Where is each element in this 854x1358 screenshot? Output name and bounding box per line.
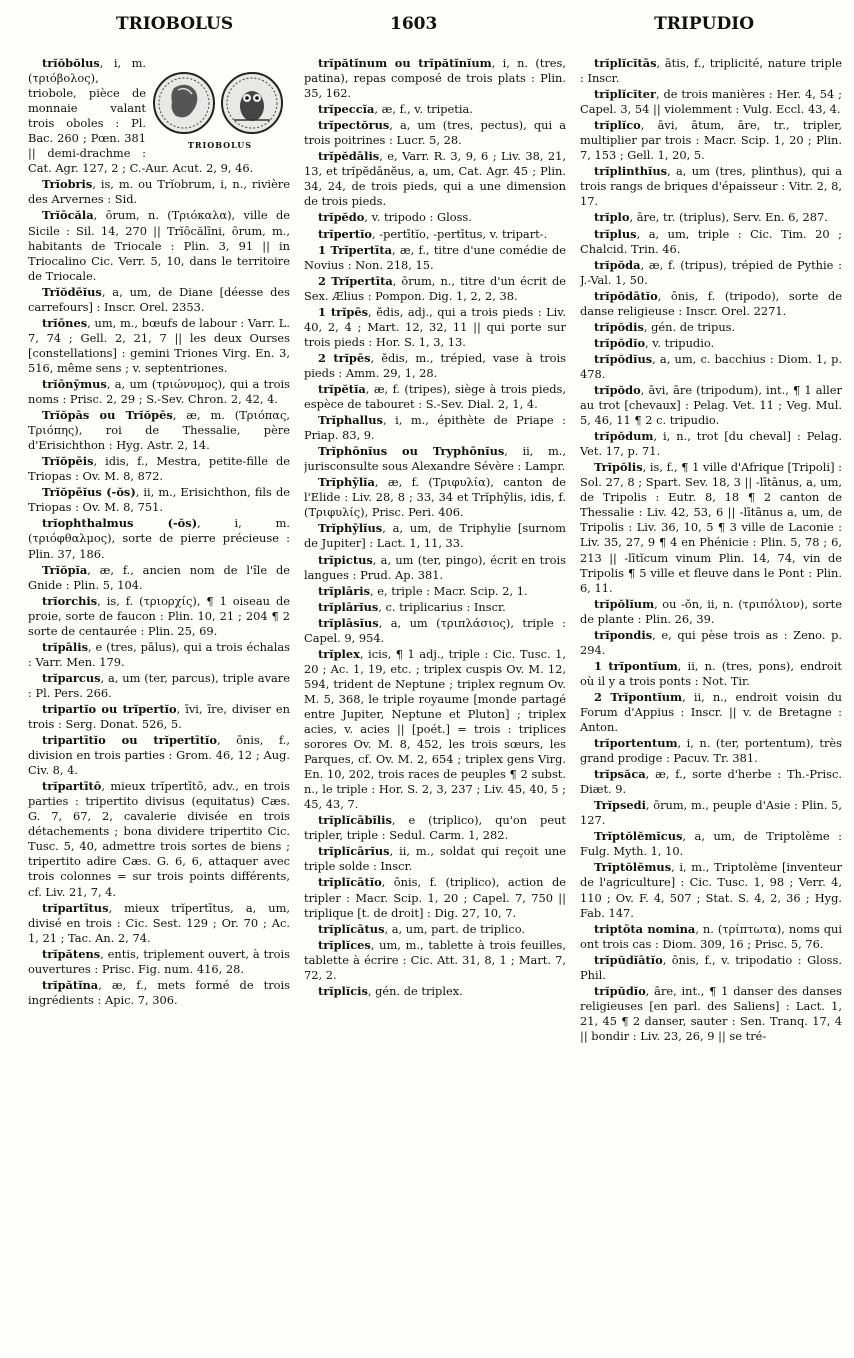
dictionary-entry: Trĭŏpĭa, æ, f., ancien nom de l'île de Gnide : Plin. 5, 104.	[28, 562, 290, 592]
dictionary-entry: trĭpĕdo, v. tripodo : Gloss.	[318, 210, 472, 225]
dictionary-entry: trĭpŏdum, i, n., trot [du cheval] : Pelag. Vet. 17, p. 71.	[580, 429, 842, 459]
dictionary-entry: trĭōnȳmus, a, um (τριώνυμος), qui a trois noms : Prisc. 2, 29 ; S.-Sev. Chron. 2, 42, 4.	[28, 376, 290, 407]
dictionary-entry: trĭplāsĭus, a, um (τριπλάσιος), triple : Capel. 9, 954.	[304, 615, 566, 645]
dictionary-entry: trĭpĕdālis, e, Varr. R. 3, 9, 6 ; Liv. 38, 21, 13, et trĭpĕdānĕus, a, um, Cat. Agr. 45 ; Plin. 34, 24, de trois pieds, qui a une dimension de trois pieds.	[304, 149, 566, 209]
dictionary-entry: trĭpătĭnum ou trĭpătĭnĭum, i, n. (tres, patina), repas composé de trois plats : Plin. 35, 162.	[304, 56, 566, 101]
dictionary-entry: trĭpŭdĭo, āre, int., ¶ 1 danser des danses religieuses [en parl. des Saliens] : Lact. 1, 21, 45 ¶ 2 danser, sauter : Sen. Tranq. 17, 4 || bondir : Liv. 23, 26, 9 || se tré-	[580, 983, 842, 1043]
dictionary-entry: trĭplĭcĭtās, ātis, f., triplicité, nature triple : Inscr.	[580, 56, 842, 86]
header-left-word: TRIOBOLUS	[116, 14, 234, 34]
dictionary-entry: Trĭobris, is, m. ou Trĭobrum, i, n., rivière des Arvernes : Sid.	[28, 177, 290, 207]
dictionary-entry: trĭpeccĭa, æ, f., v. tripetia.	[318, 102, 473, 117]
dictionary-entry: trĭŏbŏlus, i, m. (τριόβολος), triobole, pièce de monnaie valant trois oboles : Pl. Bac. 260 ; Pœn. 381 || demi-drachme : Cat. Agr. 127, 2 ; C.-Aur. Acut. 2, 9, 46.	[28, 56, 254, 176]
dictionary-entry: 1 trĭpēs, ĕdis, adj., qui a trois pieds : Liv. 40, 2, 4 ; Mart. 12, 32, 11 || qui porte sur trois pieds : Hor. S. 1, 3, 13.	[304, 304, 566, 349]
dictionary-entry: Trĭphallus, i, m., épithète de Priape : Priap. 83, 9.	[304, 413, 566, 443]
dictionary-entry: trĭpŏdĭo, v. tripudio.	[594, 335, 715, 350]
dictionary-entry: Trĭptŏlĕmĭcus, a, um, de Triptolème : Fulg. Myth. 1, 10.	[580, 829, 842, 859]
dictionary-entry: Trĭŏpēĭus (-ŏs), ii, m., Erisichthon, fils de Triopas : Ov. M. 8, 751.	[28, 485, 290, 515]
dictionary-entry: trĭplex, icis, ¶ 1 adj., triple : Cic. Tusc. 1, 20 ; Ac. 1, 19, etc. ; triplex cuspis Ov. M. 12, 594, trident de Neptune ; triplex regnum Ov. M. 5, 368, le triple royaume [monde partagé entre Jupiter, Neptune et Pluton] ; triplex acies, v. acies || [poét.] = trois : triplices sorores Ov. M. 8, 452, les trois sœurs, les Parques, cf. Ov. M. 2, 654 ; triplex gens Virg. En. 10, 202, trois races de peuples ¶ 2 subst. n., le triple : Hor. S. 2, 3, 237 ; Liv. 45, 40, 5 ; 45, 43, 7.	[304, 646, 566, 812]
dictionary-entry: trĭpŏdis, gén. de tripus.	[594, 319, 736, 334]
dictionary-entry: trĭophthalmus (-ŏs), i, m. (τριόφθαλμος), sorte de pierre précieuse : Plin. 37, 186.	[28, 516, 290, 561]
dictionary-entry: Trĭphōnĭus ou Tryphōnĭus, ii, m., jurisconsulte sous Alexandre Sévère : Lampr.	[304, 444, 566, 474]
dictionary-entry: Trĭŏpēis, idis, f., Mestra, petite-fille de Triopas : Ov. M. 8, 872.	[28, 454, 290, 484]
dictionary-entry: trĭpectŏrus, a, um (tres, pectus), qui a trois poitrines : Lucr. 5, 28.	[304, 118, 566, 148]
dictionary-entry: Trĭpsedi, ōrum, m., peuple d'Asie : Plin. 5, 127.	[580, 798, 842, 828]
dictionary-entry: trĭplĭcātĭo, ōnis, f. (triplico), action de tripler : Macr. Scip. 1, 20 ; Capel. 7, 750 || triplique [t. de droit] : Dig. 27, 10, 7.	[304, 875, 566, 920]
header-right-word: TRIPUDIO	[654, 14, 754, 34]
dictionary-entry: trĭpartītus, mieux trĭpertītus, a, um, divisé en trois : Cic. Sest. 129 ; Or. 70 ; Ac. 1, 21 ; Tac. An. 2, 74.	[28, 900, 290, 945]
running-head	[0, 14, 854, 42]
column-1	[28, 56, 290, 1346]
dictionary-entry: trĭplĭcātus, a, um, part. de triplico.	[318, 921, 526, 936]
dictionary-entry: trĭplĭces, um, m., tablette à trois feuilles, tablette à écrire : Cic. Att. 31, 8, 1 ; Mart. 7, 72, 2.	[304, 937, 566, 982]
dictionary-entry: trĭorchis, is, f. (τριορχίς), ¶ 1 oiseau de proie, sorte de faucon : Plin. 10, 21 ; 204 ¶ 2 sorte de centaurée : Plin. 25, 69.	[28, 593, 290, 638]
dictionary-entry: Trĭptŏlĕmus, i, m., Triptolème [inventeur de l'agriculture] : Cic. Tusc. 1, 98 ; Verr. 4, 110 ; Ov. F. 4, 507 ; Stat. S. 4, 2, 36 ; Hyg. Fab. 147.	[580, 860, 842, 920]
dictionary-entry: Trĭōcăla, ōrum, n. (Τριόκαλα), ville de Sicile : Sil. 14, 270 || Trĭōcălīni, ōrum, m., habitants de Triocale : Plin. 3, 91 || in Triocalino Cic. Verr. 5, 10, dans le territoire de Triocale.	[28, 208, 290, 283]
dictionary-entry: trĭplĭcārĭus, ii, m., soldat qui reçoit une triple solde : Inscr.	[304, 844, 566, 874]
dictionary-entry: trĭpālis, e (tres, pālus), qui a trois échalas : Varr. Men. 179.	[28, 639, 290, 669]
dictionary-entry: trĭpondis, e, qui pèse trois as : Zeno. p. 294.	[580, 627, 842, 657]
dictionary-entry: 2 Trĭpertīta, ōrum, n., titre d'un écrit de Sex. Ælius : Pompon. Dig. 1, 2, 2, 38.	[304, 273, 566, 303]
dictionary-entry: trĭpĕtĭa, æ, f. (tripes), siège à trois pieds, espèce de tabouret : S.-Sev. Dial. 2, 1, 4.	[304, 381, 566, 412]
figure-caption: TRIOBOLUS	[187, 140, 253, 150]
dictionary-entry: trĭplārĭus, c. triplicarius : Inscr.	[318, 599, 506, 614]
dictionary-entry: tripartītĭo ou trĭpertītĭo, ōnis, f., division en trois parties : Grom. 46, 12 ; Aug. Civ. 8, 4.	[28, 733, 290, 778]
dictionary-entry: Trĭpŏlis, is, f., ¶ 1 ville d'Afrique [Tripoli] : Sol. 27, 8 ; Spart. Sev. 18, 3 || -lītānus, a, um, de Tripolis : Eutr. 8, 18 ¶ 2 canton de Thessalie : Liv. 42, 53, 6 || -lītānus a, um, de Tripolis : Liv. 36, 10, 5 ¶ 3 ville de Laconie : Liv. 35, 27, 9 ¶ 4 en Phénicie : Plin. 5, 78 ; 6, 213 || -lītĭcum vinum Plin. 14, 74, vin de Tripolis ¶ 5 ville et fleuve dans le Pont : Plin. 6, 11.	[580, 460, 842, 595]
dictionary-entry: trĭpŏdātĭo, ōnis, f. (tripodo), sorte de danse religieuse : Inscr. Orel. 2271.	[580, 288, 842, 318]
dictionary-entry: Trĭŏdēĭus, a, um, de Diane [déesse des carrefours] : Inscr. Orel. 2353.	[28, 284, 290, 314]
dictionary-entry: triptōta nomina, n. (τρίπτωτα), noms qui ont trois cas : Diom. 309, 16 ; Prisc. 5, 76.	[580, 921, 842, 951]
dictionary-entry: 2 trĭpēs, ĕdis, m., trépied, vase à trois pieds : Amm. 29, 1, 28.	[304, 350, 566, 380]
dictionary-entry: Trĭŏpās ou Trĭŏpēs, æ, m. (Τριόπας, Τριόπης), roi de Thessalie, père d'Erisichthon : Hyg. Astr. 2, 14.	[28, 408, 290, 453]
dictionary-entry: trĭplĭcābĭlis, e (triplico), qu'on peut tripler, triple : Sedul. Carm. 1, 282.	[304, 813, 566, 843]
page-number: 1603	[390, 14, 438, 34]
column-3	[580, 56, 842, 1346]
column-2	[304, 56, 566, 1346]
dictionary-entry: trĭpictus, a, um (ter, pingo), écrit en trois langues : Prud. Ap. 381.	[304, 552, 566, 582]
dictionary-entry: trĭplĭcis, gén. de triplex.	[318, 983, 463, 998]
dictionary-entry: trĭparcus, a, um (ter, parcus), triple avare : Pl. Pers. 266.	[28, 670, 290, 700]
dictionary-entry: trĭplus, a, um, triple : Cic. Tim. 20 ; Chalcid. Trin. 46.	[580, 226, 842, 256]
dictionary-entry: trĭplo, āre, tr. (triplus), Serv. En. 6, 287.	[594, 210, 828, 225]
dictionary-entry: trĭplāris, e, triple : Macr. Scip. 2, 1.	[318, 583, 528, 598]
dictionary-entry: trĭpŏlĭum, ou -ŏn, ii, n. (τριπόλιον), sorte de plante : Plin. 26, 39.	[580, 596, 842, 626]
dictionary-entry: trĭplinthĭus, a, um (tres, plinthus), qui a trois rangs de briques d'épaisseur : Vitr. 2, 8, 17.	[580, 164, 842, 209]
dictionary-entry: 1 trĭpontĭum, ii, n. (tres, pons), endroit où il y a trois ponts : Not. Tir.	[580, 658, 842, 688]
dictionary-entry: 1 Trĭpertīta, æ, f., titre d'une comédie de Novius : Non. 218, 15.	[304, 242, 566, 272]
dictionary-entry: trĭpŏdo, āvi, āre (tripodum), int., ¶ 1 aller au trot [chevaux] : Pelag. Vet. 11 ; Veg. Mul. 5, 46, 11 ¶ 2 c. tripudio.	[580, 382, 842, 428]
dictionary-entry: trĭpartītō, mieux trĭpertītō, adv., en trois parties : tripertito divisus (equitatus) Cæs. G. 7, 67, 2, cavalerie divisée en trois détachements ; bona dividere tripertito Cic. Tusc. 5, 40, admettre trois sortes de biens ; tripertito adire Cæs. G. 6, 6, attaquer avec trois colonnes = sur trois points différents, cf. Liv. 21, 7, 4.	[28, 779, 290, 899]
dictionary-entry: trĭplĭco, āvi, ātum, āre, tr., tripler, multiplier par trois : Macr. Scip. 1, 20 ; Plin. 7, 153 ; Gell. 1, 20, 5.	[580, 118, 842, 163]
dictionary-entry: trĭpŭdĭātĭo, ōnis, f., v. tripodatio : Gloss. Phil.	[580, 952, 842, 982]
dictionary-entry: trĭpătĭna, æ, f., mets formé de trois ingrédients : Apic. 7, 306.	[28, 977, 290, 1007]
dictionary-entry: trĭportentum, i, n. (ter, portentum), très grand prodige : Pacuv. Tr. 381.	[580, 736, 842, 766]
dictionary-entry: trĭpătens, entis, triplement ouvert, à trois ouvertures : Prisc. Fig. num. 416, 28.	[28, 946, 290, 976]
dictionary-entry: trĭpsăca, æ, f., sorte d'herbe : Th.-Prisc. Diæt. 9.	[580, 767, 842, 797]
coin-images-icon	[152, 70, 288, 136]
dictionary-entry: trĭōnes, um, m., bœufs de labour : Varr. L. 7, 74 ; Gell. 2, 21, 7 || les deux Ourses [constellations] : gemini Triones Virg. En. 3, 516, même sens ; v. septentriones.	[28, 315, 290, 375]
dictionary-entry: tripartĭo ou trĭpertĭo, īvi, īre, diviser en trois : Serg. Donat. 526, 5.	[28, 701, 290, 732]
dictionary-entry: Trĭphȳlĭa, æ, f. (Τριφυλία), canton de l'Elide : Liv. 28, 8 ; 33, 34 et Trĭphȳlis, idis, f. (Τριφυλίς), Prisc. Peri. 406.	[304, 475, 566, 520]
dictionary-entry: Trĭphȳlĭus, a, um, de Triphylie [surnom de Jupiter] : Lact. 1, 11, 33.	[304, 521, 566, 551]
dictionary-entry: trĭpŏdĭus, a, um, c. bacchius : Diom. 1, p. 478.	[580, 351, 842, 381]
dictionary-entry: trĭpŏda, æ, f. (tripus), trépied de Pythie : J.-Val. 1, 50.	[580, 257, 842, 287]
coin-illustration	[150, 70, 290, 150]
dictionary-entry: trĭplĭcĭter, de trois manières : Her. 4, 54 ; Capel. 3, 54 || violemment : Vulg. Eccl. 43, 4.	[580, 87, 842, 117]
dictionary-entry: 2 Trĭpontĭum, ii, n., endroit voisin du Forum d'Appius : Inscr. || v. de Bretagne : Anton.	[580, 689, 842, 735]
dictionary-entry: trĭpertĭo, -pertītĭo, -pertītus, v. tripart-.	[318, 226, 548, 241]
